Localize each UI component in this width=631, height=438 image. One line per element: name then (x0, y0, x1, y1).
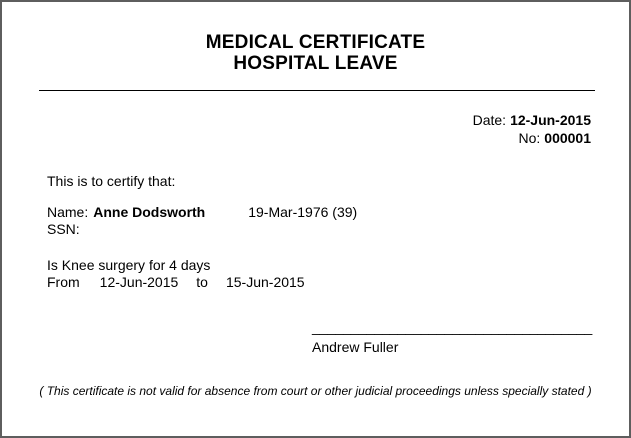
diagnosis-statement: Is Knee surgery for 4 days (47, 257, 211, 273)
number-row (473, 129, 591, 147)
patient-name-row (47, 204, 357, 220)
validity-disclaimer: ( This certificate is not valid for absence from court or other judicial proceedings unless specially stated ) (39, 384, 592, 398)
signature-line: ____________________________________ (312, 319, 593, 335)
name-label: Name: (47, 204, 89, 220)
physician-name: Andrew Fuller (312, 339, 399, 355)
number-value: 000001 (544, 130, 591, 146)
certificate-meta (473, 111, 591, 147)
to-label: to (196, 274, 208, 290)
date-label: Date: (472, 112, 507, 128)
certificate-title (2, 32, 629, 74)
leave-start-date: 12-Jun-2015 (99, 274, 179, 290)
number-label: No: (518, 130, 541, 146)
from-label: From (47, 274, 80, 290)
certify-statement: This is to certify that: (47, 173, 176, 189)
date-row (473, 111, 591, 129)
title-line-1: MEDICAL CERTIFICATE (205, 32, 426, 53)
leave-period-row (47, 274, 305, 290)
title-line-2: HOSPITAL LEAVE (233, 53, 398, 74)
patient-name: Anne Dodsworth (93, 204, 206, 220)
leave-end-date: 15-Jun-2015 (225, 274, 305, 290)
header-divider-line (39, 90, 595, 91)
date-value: 12-Jun-2015 (510, 112, 591, 128)
ssn-label: SSN: (47, 221, 80, 237)
patient-birthdate-age: 19-Mar-1976 (39) (248, 204, 358, 220)
